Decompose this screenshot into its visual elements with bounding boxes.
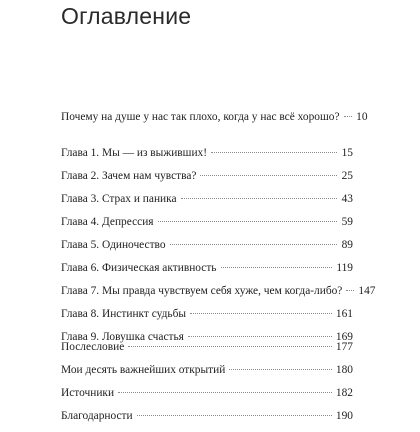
toc-entry-page-number: 161: [335, 308, 353, 320]
toc-dot-leader: [190, 313, 332, 314]
toc-entry: [61, 363, 353, 386]
toc-entry-title: Глава 1. Мы — из выживших!: [61, 147, 208, 159]
toc-entry-page-number: 89: [341, 239, 353, 251]
toc-dot-leader: [118, 392, 332, 393]
toc-entry-page-number: 15: [341, 147, 353, 159]
toc-entry-title: Глава 8. Инстинкт судьбы: [61, 308, 187, 320]
toc-entry: [61, 409, 353, 432]
toc-entry-page-number: 182: [335, 387, 353, 399]
toc-entry-page-number: 59: [341, 216, 353, 228]
toc-entry-title: Глава 2. Зачем нам чувства?: [61, 170, 197, 182]
toc-dot-leader: [137, 415, 332, 416]
toc-entry-title: Глава 6. Физическая активность: [61, 262, 217, 274]
toc-dot-leader: [211, 152, 337, 153]
toc-entry-page-number: 177: [335, 341, 353, 353]
toc-dot-leader: [344, 116, 352, 117]
toc-back-matter-section: [61, 340, 353, 432]
toc-entry: [61, 192, 353, 215]
toc-entry-title: Почему на душе у нас так плохо, когда у нас всё хорошо?: [61, 111, 340, 123]
toc-entry: [61, 238, 353, 261]
toc-dot-leader: [229, 369, 332, 370]
toc-entry: [61, 284, 376, 307]
toc-entry-page-number: 169: [335, 331, 353, 343]
toc-entry-page-number: 119: [336, 262, 353, 274]
toc-entry-title: Глава 9. Ловушка счастья: [61, 331, 184, 343]
toc-entry: [61, 386, 353, 409]
toc-entry: [61, 146, 353, 169]
toc-dot-leader: [128, 346, 332, 347]
toc-intro-section: [61, 110, 368, 133]
toc-entry-page-number: 190: [335, 410, 353, 422]
toc-entry-page-number: 25: [341, 170, 353, 182]
toc-dot-leader: [181, 198, 337, 199]
toc-entry: [61, 340, 353, 363]
toc-entry-title: Источники: [61, 387, 115, 399]
toc-entry-title: Благодарности: [61, 410, 133, 422]
toc-entry-title: Послесловие: [61, 341, 125, 353]
toc-entry-title: Мои десять важнейших открытий: [61, 364, 226, 376]
toc-dot-leader: [188, 336, 332, 337]
toc-entry: [61, 307, 353, 330]
toc-entry: [61, 261, 353, 284]
toc-dot-leader: [170, 244, 337, 245]
toc-chapters-section: [61, 146, 376, 353]
toc-entry: [61, 215, 353, 238]
toc-entry-title: Глава 3. Страх и паника: [61, 193, 177, 205]
toc-entry-title: Глава 4. Депрессия: [61, 216, 154, 228]
toc-dot-leader: [346, 290, 354, 291]
toc-entry-title: Глава 5. Одиночество: [61, 239, 166, 251]
toc-entry-page-number: 43: [341, 193, 353, 205]
toc-dot-leader: [158, 221, 337, 222]
toc-dot-leader: [200, 175, 337, 176]
page-title: Оглавление: [61, 3, 192, 29]
toc-entry-page-number: 10: [356, 111, 368, 123]
toc-dot-leader: [221, 267, 333, 268]
toc-entry-title: Глава 7. Мы правда чувствуем себя хуже, чем когда-либо?: [61, 285, 343, 297]
toc-entry: [61, 110, 368, 133]
toc-entry-page-number: 147: [358, 285, 376, 297]
toc-entry: [61, 169, 353, 192]
toc-entry-page-number: 180: [335, 364, 353, 376]
